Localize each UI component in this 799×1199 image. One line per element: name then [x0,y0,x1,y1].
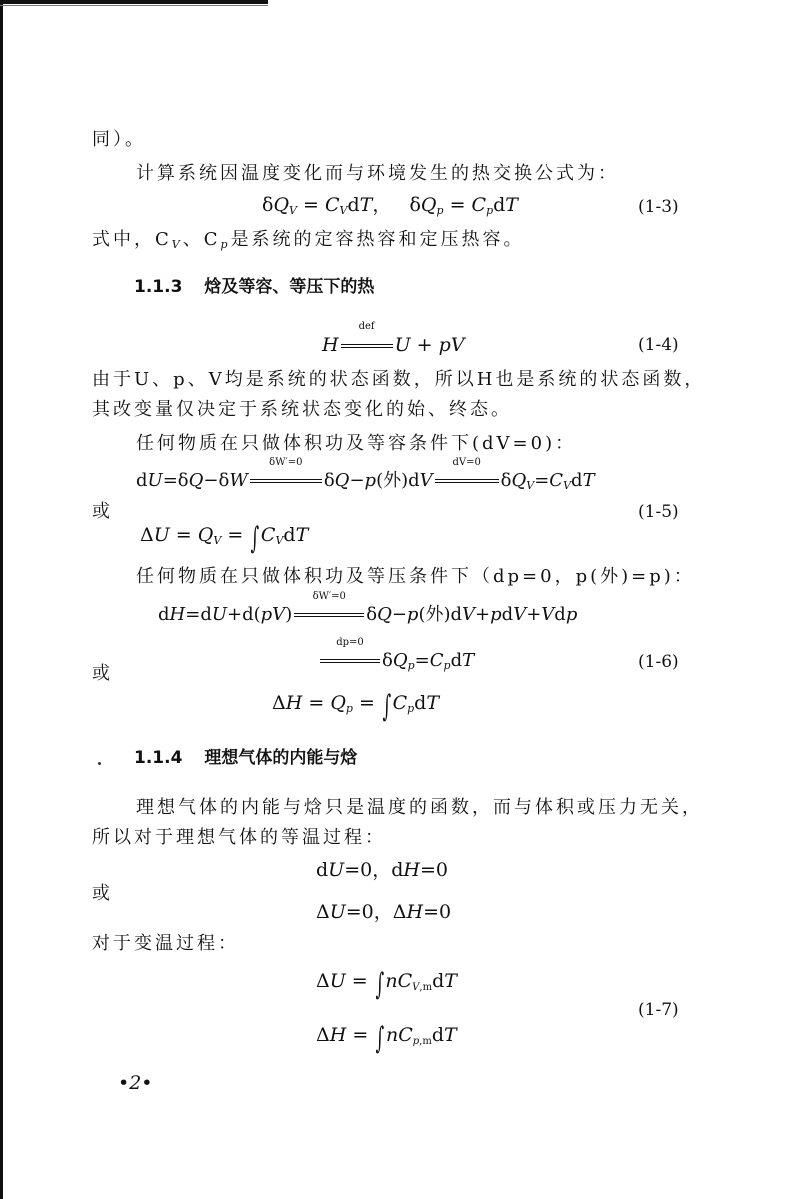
def-label: def [358,321,375,332]
page-left-border [0,0,3,1199]
equation-1-3: $\delta Q_V = C_VdT$， $\delta Q_p = C_pdT$ [262,194,518,217]
text-line-2: 计算系统因温度变化而与环境发生的热交换公式为： [136,163,619,184]
section-title: 理想气体的内能与焓 [204,748,358,768]
top-rule-thin [0,5,268,6]
text-line-4: 由于U、p、V均是系统的状态函数，所以H也是系统的状态函数， [92,369,706,390]
text-line-3: 式中，$C_V$、$C_p$是系统的定容热容和定压热容。 [92,229,525,251]
equation-1-5-line-2: $\Delta U = Q_V = \int C_VdT$ [140,521,309,556]
or-label-3: 或 [92,883,110,904]
equation-1-7-line-2: $\Delta H = \int nC_{p,m}dT$ [316,1021,457,1056]
equation-number-1-5: (1-5) [638,502,679,522]
text-line-9: 所以对于理想气体的等温过程： [92,827,386,848]
equation-1-6-line-1: dH=dU+d(pV) δW′=0 δQ−p(外)dV+pdV+Vdp [158,591,578,625]
section-heading-1-1-4 [134,746,357,770]
equation-number-1-4: (1-4) [638,335,679,355]
section-heading-1-1-3 [134,275,374,299]
equation-number-1-7: (1-7) [638,1000,679,1020]
text-line-8: 理想气体的内能与焓只是温度的函数，而与体积或压力无关， [136,797,703,818]
equation-1-5-line-1: dU=δQ−δW δW′=0 δQ−p(外)dV dV=0 $\delta Q_V=C_VdT$ [136,457,595,492]
section-title: 焓及等容、等压下的热 [204,277,375,297]
stray-mark [98,762,101,765]
section-number: 1.1.3 [134,277,183,297]
equation-1-7-line-1: $\Delta U = \int nC_{V,m}dT$ [316,967,457,1002]
w-zero-label: δW′=0 [269,457,303,468]
equation-isothermal-1: dU=0，dH=0 [316,859,448,881]
text-line-7: 任何物质在只做体积功及等压条件下（dp=0，p(外)=p)： [136,566,695,587]
equation-number-1-3: (1-3) [638,197,679,217]
page-number: •2• [118,1072,153,1094]
w-zero-label-2: δW′=0 [312,591,346,602]
text-line-10: 对于变温过程： [92,933,239,954]
text-line-6: 任何物质在只做体积功及等容条件下(dV=0)： [136,433,577,454]
equation-isothermal-2: ΔU=0，ΔH=0 [316,901,452,923]
text-line-1: 同）。 [92,129,146,150]
equation-1-6-line-3: $\Delta H = Q_p = \int C_pdT$ [272,689,440,724]
equation-number-1-6: (1-6) [638,652,679,672]
equation-1-4: H def U + pV [322,321,465,356]
or-label-2: 或 [92,663,110,684]
v-zero-label: dV=0 [452,457,481,468]
equation-1-6-line-2: dp=0 $\delta Q_p=C_pdT$ [318,648,474,674]
section-number: 1.1.4 [134,748,183,768]
top-rule [0,0,268,4]
text-line-5: 其改变量仅决定于系统状态变化的始、终态。 [92,399,512,420]
p-zero-label: dp=0 [336,637,364,648]
or-label-1: 或 [92,501,110,522]
